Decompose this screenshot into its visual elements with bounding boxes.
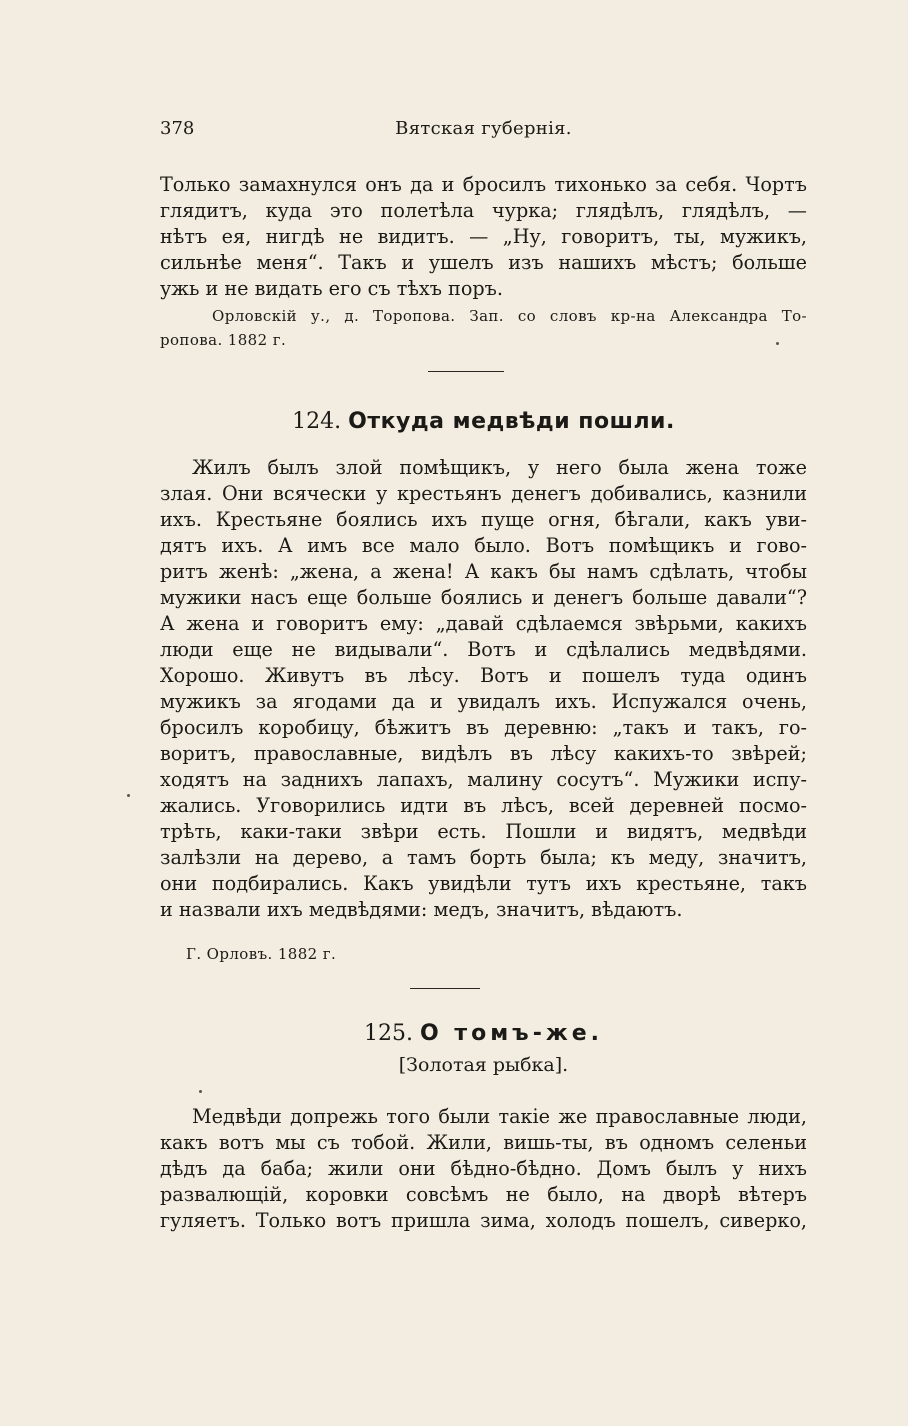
text-line: трѣть, каки-таки звѣри есть. Пошли и видятъ, медвѣди [160,820,807,843]
tale-number: 124. [292,409,342,434]
text-line: и назвали ихъ медвѣдями: медъ, значитъ, вѣдаютъ. [160,898,683,921]
section-divider [428,371,504,372]
text-line: Медвѣди допрежь того были такіе же православные люди, [192,1105,807,1128]
previous-story-ending [160,172,807,302]
text-line: А жена и говоритъ ему: „давай сдѣлаемся звѣрьми, какихъ [160,612,807,635]
text-line: Хорошо. Живутъ въ лѣсу. Вотъ и пошелъ туда одинъ [160,664,807,687]
text-line: жались. Уговорились идти въ лѣсъ, всей деревней посмо- [160,794,807,817]
tale-125-text [160,1104,807,1234]
source-line: Орловскій у., д. Торопова. Зап. со словъ кр-на Александра То- [212,307,807,325]
source-line: ропова. 1882 г. [160,331,287,349]
text-line: сильнѣе меня“. Такъ и ушелъ изъ нашихъ мѣстъ; больше [160,251,807,274]
print-speck [776,342,779,345]
text-line: бросилъ коробицу, бѣжитъ въ деревню: „такъ и такъ, го- [160,716,807,739]
source-line: Г. Орловъ. 1882 г. [186,945,337,963]
print-speck [127,794,130,797]
text-line: злая. Они всячески у крестьянъ денегъ добивались, казнили [160,482,807,505]
tale-124-source [186,942,586,966]
previous-story-source [160,304,807,352]
tale-title: Откуда медвѣди пошли. [348,409,675,434]
tale-title: О томъ-же. [419,1021,604,1046]
tale-125-subtitle: [Золотая рыбка]. [398,1054,569,1076]
page-number: 378 [160,118,195,139]
text-line: глядитъ, куда это полетѣла чурка; глядѣлъ, глядѣлъ, — [160,199,807,222]
tale-124-text [160,455,807,923]
tale-124-heading [160,406,807,438]
section-divider [410,988,480,989]
text-line: ихъ. Крестьяне боялись ихъ пуще огня, бѣгали, какъ уви- [160,508,807,531]
text-line: гуляетъ. Только вотъ пришла зима, холодъ пошелъ, сиверко, [160,1209,807,1232]
text-line: какъ вотъ мы съ тобой. Жили, вишь-ты, въ одномъ селеньи [160,1131,807,1154]
text-line: ужь и не видать его съ тѣхъ поръ. [160,277,503,300]
text-line: нѣтъ ея, нигдѣ не видитъ. — „Ну, говоритъ, ты, мужикъ, [160,225,807,248]
text-line: воритъ, православные, видѣлъ въ лѣсу какихъ-то звѣрей; [160,742,807,765]
text-line: залѣзли на дерево, а тамъ борть была; къ меду, значитъ, [160,846,807,869]
running-head-title: Вятская губернія. [395,118,572,139]
running-head [160,116,807,142]
print-speck [199,1090,202,1093]
text-line: мужики насъ еще больше боялись и денегъ больше давали“? [160,586,807,609]
text-line: люди еще не видывали“. Вотъ и сдѣлались медвѣдями. [160,638,807,661]
text-line: дятъ ихъ. А имъ все мало было. Вотъ помѣщикъ и гово- [160,534,807,557]
text-line: ходятъ на заднихъ лапахъ, малину сосутъ“. Мужики испу- [160,768,807,791]
tale-125-heading [160,1018,807,1050]
text-line: мужикъ за ягодами да и увидалъ ихъ. Испужался очень, [160,690,807,713]
text-line: дѣдъ да баба; жили они бѣдно-бѣдно. Домъ былъ у нихъ [160,1157,807,1180]
text-line: Только замахнулся онъ да и бросилъ тихонько за себя. Чортъ [160,173,807,196]
tale-number: 125. [363,1021,413,1046]
text-line: развалющій, коровки совсѣмъ не было, на дворѣ вѣтеръ [160,1183,807,1206]
text-line: ритъ женѣ: „жена, а жена! А какъ бы намъ сдѣлать, чтобы [160,560,807,583]
text-line: Жилъ былъ злой помѣщикъ, у него была жена тоже [192,456,807,479]
text-line: они подбирались. Какъ увидѣли тутъ ихъ крестьяне, такъ [160,872,807,895]
